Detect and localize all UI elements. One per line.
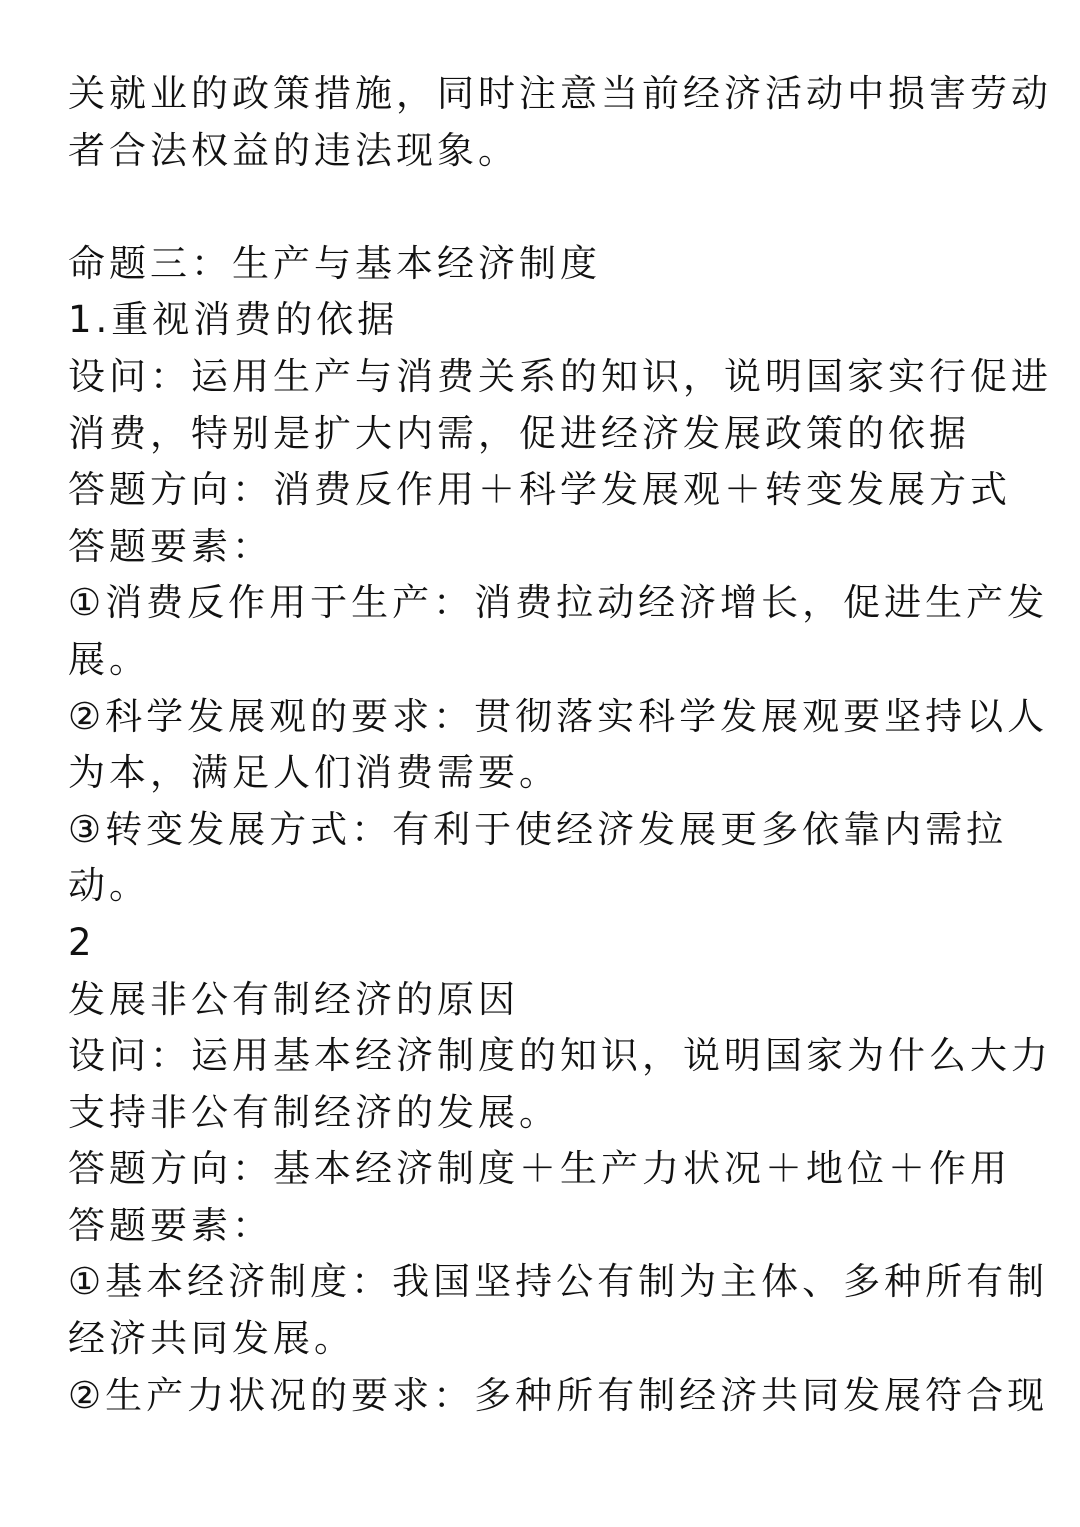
topic-2-point-line: ②生产力状况的要求：多种所有制经济共同发展符合现 [68,1373,1049,1417]
topic-1-point-line: 展。 [68,637,150,681]
topic-2-title: 发展非公有制经济的原因 [68,977,519,1021]
section-heading: 命题三：生产与基本经济制度 [68,241,601,285]
topic-2-question-line: 支持非公有制经济的发展。 [68,1090,560,1134]
intro-line: 关就业的政策措施，同时注意当前经济活动中损害劳动 [68,72,1052,115]
topic-1-point-line: 动。 [68,864,150,908]
topic-1-question-line: 消费，特别是扩大内需，促进经济发展政策的依据 [68,411,970,455]
topic-2-question-line: 设问：运用基本经济制度的知识，说明国家为什么大力 [68,1034,1052,1078]
topic-1-point-line: ③转变发展方式：有利于使经济发展更多依靠内需拉 [68,807,1008,851]
topic-2-direction: 答题方向：基本经济制度＋生产力状况＋地位＋作用 [68,1147,1011,1191]
topic-1-point-line: ②科学发展观的要求：贯彻落实科学发展观要坚持以人 [68,694,1049,738]
topic-1-point-line: 为本，满足人们消费需要。 [68,751,560,795]
document-page [68,66,1052,1424]
topic-1-question-line: 设问：运用生产与消费关系的知识，说明国家实行促进 [68,354,1052,398]
blank-line [68,179,1028,236]
topic-1-point-line: ①消费反作用于生产：消费拉动经济增长，促进生产发 [68,581,1049,625]
topic-1-title: 1.重视消费的依据 [68,298,399,342]
topic-1-elements-label: 答题要素： [68,524,273,568]
topic-2-number: 2 [68,920,96,964]
topic-2-elements-label: 答题要素： [68,1203,273,1247]
topic-2-point-line: ①基本经济制度：我国坚持公有制为主体、多种所有制 [68,1260,1049,1304]
intro-line: 者合法权益的违法现象。 [68,128,519,172]
topic-2-point-line: 经济共同发展。 [68,1317,355,1361]
topic-1-direction: 答题方向：消费反作用＋科学发展观＋转变发展方式 [68,468,1011,512]
